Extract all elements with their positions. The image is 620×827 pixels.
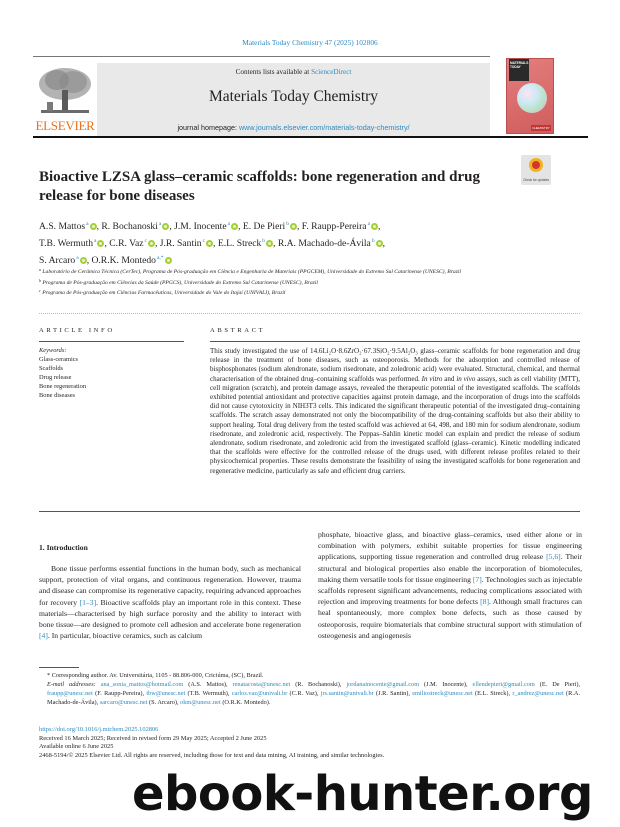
author[interactable]: J.R. Santin$^c$ bbox=[160, 238, 213, 249]
author[interactable]: F. Raupp-Pereira$^a$ bbox=[302, 221, 378, 232]
email-link[interactable]: renatacosta@unesc.net bbox=[232, 681, 291, 688]
footnote-rule bbox=[39, 667, 79, 668]
author[interactable]: E. De Pieri$^b$ bbox=[243, 221, 297, 232]
body-column-left bbox=[39, 543, 301, 641]
citation-link[interactable]: [7] bbox=[472, 574, 482, 584]
orcid-icon[interactable] bbox=[371, 223, 378, 230]
cover-orb-graphic bbox=[517, 83, 547, 113]
orcid-icon[interactable] bbox=[80, 257, 87, 264]
header-bottom-rule bbox=[33, 136, 588, 138]
orcid-icon[interactable] bbox=[376, 240, 383, 247]
abstract-heading: ABSTRACT bbox=[210, 327, 266, 334]
keyword: Drug release bbox=[39, 374, 72, 381]
abstract-bottom-rule bbox=[39, 511, 580, 512]
article-title: Bioactive LZSA glass–ceramic scaffolds: bone regeneration and drug release for bone diseases bbox=[39, 169, 480, 204]
keywords-list bbox=[39, 346, 189, 400]
author[interactable]: E.L. Streck$^b$ bbox=[218, 238, 273, 249]
author[interactable]: S. Arcaro$^a$ bbox=[39, 255, 87, 266]
elsevier-wordmark: ELSEVIER bbox=[35, 118, 95, 133]
affiliation-c: $^c$ Programa de Pós-graduação em Ciências Farmacêuticas, Universidade do Vale do Itajaí (UNIVALI), Brazil bbox=[39, 288, 286, 297]
email-link[interactable]: jordanainocente@gmail.com bbox=[346, 681, 420, 688]
email-addresses: E-mail addresses: ana_sonia_mattos@hotmail.com (A.S. Mattos), renatacosta@unesc.net (R. Bochanoski), jordanainocente@gmail.com (J.M. Inocente), ellendepieri@gmail.com (E. De Pieri), fraupp@unesc.net (F. Raupp-Pereira), tbw@unesc.net (T.B. Wermuth), carlos.vaz@univali.br (C.R. Vaz), jrs.santin@univali.br (J.R. Santin), emiliostreck@unesc.net (E.L. Streck), r_andrez@unesc.net (R.A. Machado-de-Ávila), sarcaro@unesc.net (S. Arcaro), okm@unesc.net (O.R.K. Montedo). bbox=[47, 681, 581, 706]
affiliations bbox=[39, 266, 579, 298]
author[interactable]: R. Bochanoski$^a$ bbox=[101, 221, 169, 232]
journal-homepage-link[interactable]: www.journals.elsevier.com/materials-today-chemistry/ bbox=[238, 123, 410, 132]
author[interactable]: C.R. Vaz$^c$ bbox=[109, 238, 155, 249]
keyword: Scaffolds bbox=[39, 365, 64, 372]
keywords-label: Keywords: bbox=[39, 347, 67, 354]
cover-subtitle: CHEMISTRY bbox=[532, 126, 550, 130]
author[interactable]: A.S. Mattos$^a$ bbox=[39, 221, 97, 232]
orcid-icon[interactable] bbox=[162, 223, 169, 230]
email-link[interactable]: tbw@unesc.net bbox=[146, 690, 186, 697]
email-link[interactable]: sarcaro@unesc.net bbox=[99, 699, 148, 706]
email-link[interactable]: ellendepieri@gmail.com bbox=[472, 681, 535, 688]
abstract-text: This study investigated the use of 14.6Li₂O·8.6ZrO₂·67.3SiO₂·9.5Al₂O₃ glass–ceramic scaffolds for bone regeneration and drug release in the treatment of bone diseases, such as osteoporosis. Methods for the adsorption and controlled release of bisphosphonates (sodium alendronate, sodium risedronate, and zoledronic acid) were evaluated. Structural, chemical, and thermal characterisation of the obtained drug–containing scaffolds was performed. In vitro and in vivo assays, such as cell viability (MTT), cell migration (scratch), and protein damage assays, revealed the therapeutic potential of the investigated scaffolds. The scaffolds exhibited potential antioxidant and protective capacities against protein damage, and the incorporation of drugs into the scaffolds did not cause cytotoxicity in NIH3T3 cells. This indicated the significant therapeutic potential of the investigated drug–containing scaffolds. The scratch assay demonstrated not only the biocompatibility of the drug-containing scaffolds but also their ability to support healing. Total drug delivery from the tested scaffold was achieved at 64, 498, and 180 min for sodium alendronate, sodium risedronate, and zoledronic acid, respectively. The Peppas–Sahlin kinetic model can explain and predict the release of sodium alendronate, sodium risedronate, and zoledronic acid from the investigated scaffold (glass–ceramic). Kinetic modelling indicated that the scaffolds were effective for the controlled release of the drugs used, with different release profiles related to their physicochemical properties. These results demonstrate the feasibility of using the investigated scaffolds for bone regeneration and regenerative medicine, particularly as safe and efficient drug carriers. bbox=[210, 347, 580, 475]
contents-line bbox=[97, 68, 490, 76]
homepage-prefix: journal homepage: bbox=[177, 123, 239, 132]
author[interactable]: T.B. Wermuth$^a$ bbox=[39, 238, 104, 249]
citation-link[interactable]: [1–3] bbox=[79, 597, 97, 607]
header-top-rule bbox=[33, 56, 490, 57]
orcid-icon[interactable] bbox=[290, 223, 297, 230]
email-link[interactable]: fraupp@unesc.net bbox=[47, 690, 93, 697]
orcid-icon[interactable] bbox=[148, 240, 155, 247]
author[interactable]: R.A. Machado-de-Ávila$^b$ bbox=[278, 238, 383, 249]
article-info-heading: ARTICLE INFO bbox=[39, 327, 115, 334]
keyword: Bone regeneration bbox=[39, 383, 87, 390]
watermark: ebook-hunter.org bbox=[132, 766, 593, 822]
affiliation-b: $^b$ Programa de Pós-graduação em Ciências da Saúde (PPGCS), Universidade do Extremo Sul Catarinense (UNESC), Brazil bbox=[39, 277, 318, 286]
copyright-notice: 2468-5194/© 2025 Elsevier Ltd. All rights are reserved, including those for text and data mining, AI training, and similar technologies. bbox=[39, 751, 385, 759]
elsevier-tree-icon bbox=[37, 66, 93, 116]
cover-title: MATERIALS TODAY bbox=[509, 59, 529, 81]
abstract-rule bbox=[210, 341, 580, 342]
body-column-right bbox=[318, 529, 582, 641]
affiliation-a: $^a$ Laboratório de Cerâmica Técnica (CerTec), Programa de Pós-graduação em Ciência e Engenharia de Materiais (PPGCEM), Universidade do Extremo Sul Catarinense (UNESC), Brazil bbox=[39, 267, 461, 275]
journal-cover-image[interactable] bbox=[506, 58, 554, 134]
orcid-icon[interactable] bbox=[165, 257, 172, 264]
available-online: Available online 6 June 2025 bbox=[39, 743, 114, 750]
orcid-icon[interactable] bbox=[97, 240, 104, 247]
keyword: Glass-ceramics bbox=[39, 356, 79, 363]
contents-prefix: Contents lists available at bbox=[235, 68, 312, 76]
author-corresponding[interactable]: O.R.K. Montedo$^{a,*}$ bbox=[91, 255, 171, 266]
citation-link[interactable]: [4] bbox=[39, 631, 48, 641]
elsevier-logo[interactable] bbox=[33, 62, 97, 134]
sciencedirect-link[interactable]: ScienceDirect bbox=[311, 68, 352, 76]
affiliations-divider bbox=[39, 313, 580, 314]
section-heading-introduction: 1. Introduction bbox=[39, 543, 88, 552]
crossmark-icon bbox=[529, 158, 543, 172]
journal-header bbox=[33, 56, 490, 136]
citation-link[interactable]: [5,6] bbox=[546, 552, 561, 562]
publication-info bbox=[39, 726, 580, 760]
journal-title: Materials Today Chemistry bbox=[208, 88, 379, 105]
author[interactable]: J.M. Inocente$^a$ bbox=[174, 221, 238, 232]
crossmark-label: Check for updates bbox=[523, 178, 549, 183]
orcid-icon[interactable] bbox=[266, 240, 273, 247]
received-dates: Received 16 March 2025; Received in revised form 29 May 2025; Accepted 2 June 2025 bbox=[39, 734, 267, 742]
orcid-icon[interactable] bbox=[90, 223, 97, 230]
orcid-icon[interactable] bbox=[206, 240, 213, 247]
journal-banner bbox=[97, 63, 490, 136]
orcid-icon[interactable] bbox=[231, 223, 238, 230]
article-info-rule bbox=[39, 341, 184, 342]
intro-paragraph-continued: phosphate, bioactive glass, and bioactive glass–ceramics, used either alone or in combination with polymers, exhibit suitable properties for tissue engineering applications, supporting tissue regeneration and controlled drug release [5,6]. Their structural and biological properties also enable the incorporation of biomolecules, making them versatile tools for tissue engineering [7]. Technologies such as injectable scaffolds represent significant advancements, reducing complications associated with rejection and improving treatments for bone defects [8]. Although small fractures can heal spontaneously, more complex bone defects, such as those caused by osteoporosis, require biomaterials that combine structural support with stimulation of osteogenesis and angiogenesis bbox=[318, 530, 583, 640]
corresponding-author-note: * Corresponding author. Av. Universitária, 1105 - 88.806-000, Criciúma, (SC), Brazil. bbox=[47, 672, 264, 679]
doi-link[interactable]: https://doi.org/10.1016/j.mtchem.2025.102806 bbox=[39, 726, 159, 733]
intro-paragraph: Bone tissue performs essential functions in the human body, such as mechanical support, protection of vital organs, and continuous regeneration. However, trauma and disease can compromise its regenerative capacity, requiring advanced approaches for recovery [1–3]. Bioactive scaffolds play an important role in this context. These materials—characterised by high surface porosity and the ability to interact with bone tissue—are designed to promote cell adhesion and accelerate bone regeneration [4]. In particular, bioactive ceramics, such as calcium bbox=[39, 564, 301, 641]
check-for-updates-button[interactable] bbox=[521, 155, 551, 185]
citation-link[interactable]: [8] bbox=[480, 597, 490, 607]
email-link[interactable]: carlos.vaz@univali.br bbox=[231, 690, 288, 697]
email-link[interactable]: ana_sonia_mattos@hotmail.com bbox=[100, 681, 184, 688]
email-link[interactable]: r_andrez@unesc.net bbox=[512, 690, 564, 697]
email-link[interactable]: emiliostreck@unesc.net bbox=[412, 690, 473, 697]
email-link[interactable]: jrs.santin@univali.br bbox=[320, 690, 374, 697]
author-list: A.S. Mattos$^a$ , R. Bochanoski$^a$ , J.M. Inocente$^a$ , E. De Pieri$^b$ , F. Raupp-Pereira$^a$ , T.B. Wermuth$^a$ , C.R. Vaz$^c$ , J.R. Santin$^c$ , E.L. Streck$^b$ , R.A. Machado-de-Ávila$^b$ , S. Arcaro$^a$ , O.R.K. Montedo$^{a,*}$ bbox=[39, 221, 385, 266]
footnotes bbox=[39, 671, 580, 707]
homepage-line bbox=[97, 123, 490, 132]
keyword: Bone diseases bbox=[39, 392, 76, 399]
journal-citation-link[interactable]: Materials Today Chemistry 47 (2025) 102806 bbox=[242, 38, 378, 47]
email-link[interactable]: okm@unesc.net bbox=[180, 699, 221, 706]
